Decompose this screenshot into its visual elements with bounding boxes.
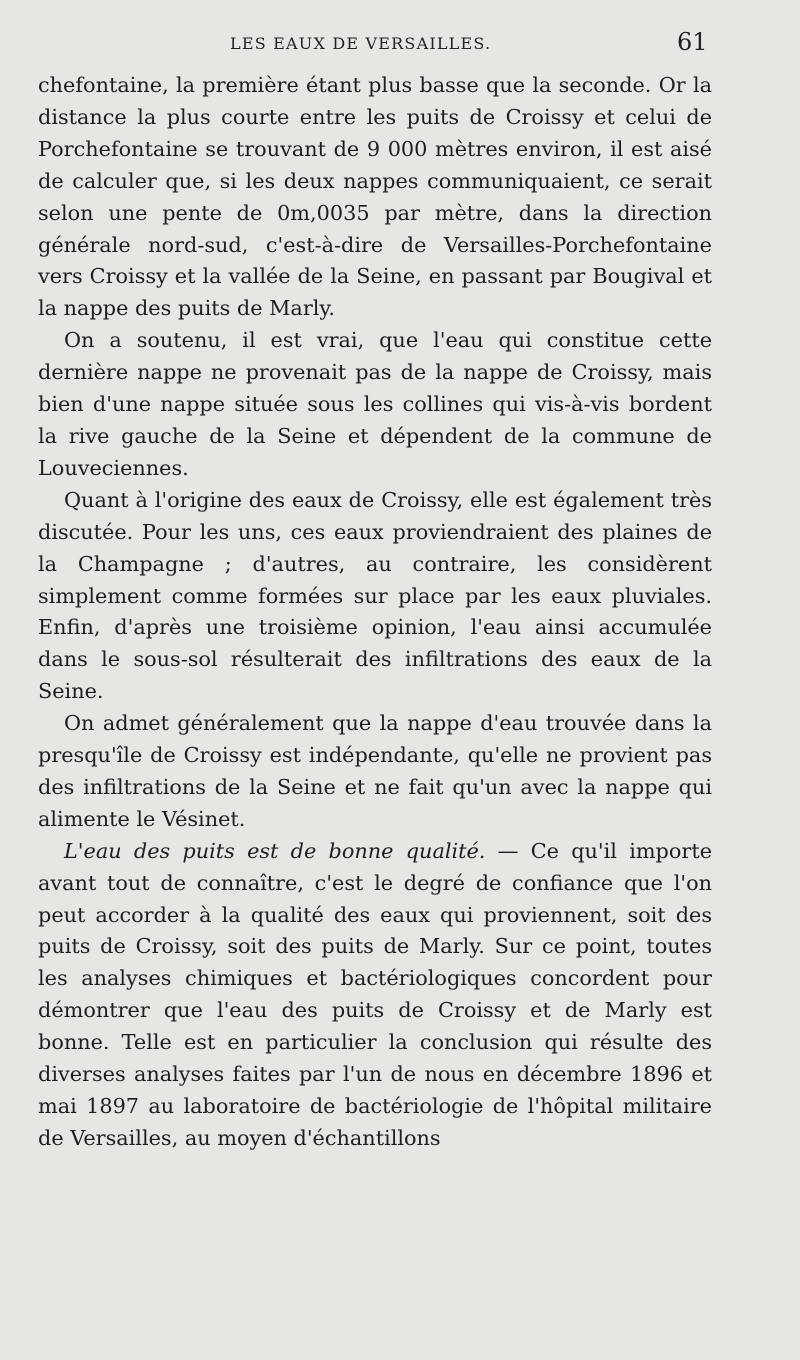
section-heading: L'eau des puits est de bonne qualité. xyxy=(64,838,486,863)
paragraph-with-heading xyxy=(38,836,712,1155)
paragraph: On admet généralement que la nappe d'eau trouvée dans la presqu'île de Croissy est indépendante, qu'elle ne provient pas des infiltrations de la Seine et ne fait qu'un avec la nappe qui alimente le Vésinet. xyxy=(38,711,712,831)
paragraph-text: — Ce qu'il importe avant tout de connaître, c'est le degré de confiance que l'on peut accorder à la qualité des eaux qui proviennent, soit des puits de Croissy, soit des puits de Marly. Sur ce point, toutes les analyses chimiques et bactériologiques concordent pour démontrer que l'eau des puits de Croissy et de Marly est bonne. Telle est en particulier la conclusion qui résulte des diverses analyses faites par l'un de nous en décembre 1896 et mai 1897 au laboratoire de bactériologie de l'hôpital militaire de Versailles, au moyen d'échantillons xyxy=(38,838,713,1150)
paragraph: On a soutenu, il est vrai, que l'eau qui constitue cette dernière nappe ne provenait pas de la nappe de Croissy, mais bien d'une nappe située sous les collines qui vis-à-vis bordent la rive gauche de la Seine et dépendent de la commune de Louveciennes. xyxy=(38,328,712,480)
body-text xyxy=(38,70,712,1155)
running-head: LES EAUX DE VERSAILLES. xyxy=(230,34,492,53)
paragraph-continuation: chefontaine, la première étant plus basse que la seconde. Or la distance la plus courte entre les puits de Croissy et celui de Porchefontaine se trouvant de 9 000 mètres environ, il est aisé de calculer que, si les deux nappes communiquaient, ce serait selon une pente de 0m,0035 par mètre, dans la direction générale nord-sud, c'est-à-dire de Versailles-Porchefontaine vers Croissy et la vallée de la Seine, en passant par Bougival et la nappe des puits de Marly. xyxy=(38,73,712,321)
paragraph: Quant à l'origine des eaux de Croissy, elle est également très discutée. Pour les uns, ces eaux proviendraient des plaines de la Champagne ; d'autres, au contraire, les considèrent simplement comme formées sur place par les eaux pluviales. Enfin, d'après une troisième opinion, l'eau ainsi accumulée dans le sous-sol résulterait des infiltrations des eaux de la Seine. xyxy=(38,487,712,704)
page-number: 61 xyxy=(677,28,708,56)
